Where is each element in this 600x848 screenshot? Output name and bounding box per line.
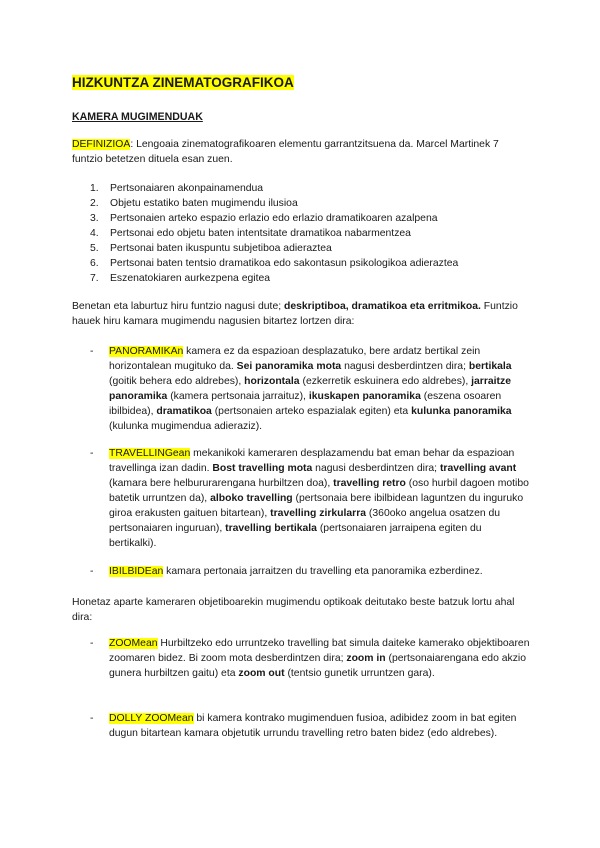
bold-run: travelling avant bbox=[439, 463, 517, 474]
list-number: 3. bbox=[90, 213, 99, 224]
text-run: (tentsio gunetik urruntzen gara). bbox=[284, 668, 435, 679]
bold-run: zoom out bbox=[238, 668, 285, 679]
text-run: Hurbiltzeko edo urruntzeko travelling bat simula daiteke kamerako objektiboaren zoomaren bidez. Bi zoom mota desberdintzen dira; bbox=[109, 638, 530, 664]
list-item-text: Eszenatokiaren aurkezpena egitea bbox=[110, 273, 271, 284]
summary-bold: deskriptiboa, dramatikoa eta erritmikoa. bbox=[284, 301, 481, 312]
optical-paragraph: Honetaz aparte kameraren objetiboarekin mugimendu optikoak deitutako beste batzuk lortu ahal dira: bbox=[72, 597, 515, 623]
bold-run: jarraitze panoramika bbox=[109, 376, 511, 402]
term-highlight: ZOOMean bbox=[109, 638, 158, 649]
list-item-text: Pertsonaien arteko espazio erlazio edo erlazio dramatikoaren azalpena bbox=[110, 213, 438, 224]
definition-label: DEFINIZIOA bbox=[72, 139, 131, 150]
term-highlight: IBILBIDEan bbox=[109, 566, 164, 577]
bullet-text bbox=[109, 636, 530, 681]
list-item-text: Pertsonaiaren akonpainamendua bbox=[110, 183, 264, 194]
list-number: 1. bbox=[90, 183, 99, 194]
bold-run: alboko travelling bbox=[210, 493, 293, 504]
bullet-travelling bbox=[90, 446, 530, 551]
bullet-dolly-zoom bbox=[90, 711, 530, 741]
text-run: (pertsonaien arteko espazialak egiten) eta bbox=[211, 406, 412, 417]
list-item-text: Pertsonai edo objetu baten intentsitate dramatikoa nabarmentzea bbox=[110, 228, 411, 239]
text-run: (ezkerretik eskuinera edo aldrebes), bbox=[299, 376, 472, 387]
list-item bbox=[90, 256, 458, 271]
bullet-dash: - bbox=[90, 448, 94, 459]
list-number: 7. bbox=[90, 273, 99, 284]
text-run: bi kamera kontrako mugimenduen fusioa, adibidez zoom in bat egiten dugun bitartean kamara objetutik urrundu travelling retro baten bidez (edo aldrebes). bbox=[109, 713, 517, 739]
bold-run: kulunka panoramika bbox=[411, 406, 512, 417]
text-run: (eszena osoaren ibilbidea), bbox=[109, 391, 502, 417]
list-number: 6. bbox=[90, 258, 99, 269]
text-run: (pertsonaiarengana edo akzio gunera hurbiltzen gaitu) eta bbox=[109, 653, 527, 679]
bold-run: ikuskapen panoramika bbox=[308, 391, 421, 402]
bold-run: travelling bertikala bbox=[225, 523, 317, 534]
list-item bbox=[90, 226, 458, 241]
page-title bbox=[72, 74, 294, 91]
text-run: nagusi desberdintzen dira; bbox=[341, 361, 469, 372]
bullet-dash: - bbox=[90, 566, 94, 577]
text-run: (pertsonaiaren jarraipena egiten du bertikalki). bbox=[109, 523, 482, 549]
list-number: 4. bbox=[90, 228, 99, 239]
text-run: (oso hurbil dagoen motibo batetik urruntzen da), bbox=[109, 478, 529, 504]
list-number: 2. bbox=[90, 198, 99, 209]
text-run: (kamara bere helbururarengana hurbiltzen doa), bbox=[109, 478, 334, 489]
bullet-panoramika bbox=[90, 344, 530, 434]
section-heading: KAMERA MUGIMENDUAK bbox=[72, 111, 203, 123]
bold-run: Sei panoramika mota bbox=[236, 361, 342, 372]
definition-paragraph bbox=[72, 137, 532, 167]
bullet-dash: - bbox=[90, 346, 94, 357]
bold-run: travelling zirkularra bbox=[270, 508, 367, 519]
bullet-zoom bbox=[90, 636, 530, 681]
list-item bbox=[90, 181, 458, 196]
term-highlight: TRAVELLINGean bbox=[109, 448, 191, 459]
text-run: (pertsonaia bere ibilbidean laguntzen du inguruko giroa erakusten gaituen bitartean), bbox=[109, 493, 524, 519]
text-run: (kamera pertsonaia jarraituz), bbox=[167, 391, 309, 402]
bold-run: dramatikoa bbox=[156, 406, 212, 417]
term-highlight: DOLLY ZOOMean bbox=[109, 713, 194, 724]
text-run: kamera ez da espazioan desplazatuko, bere ardatz bertikal zein horizontalean mugituko da. bbox=[109, 346, 481, 372]
list-item bbox=[90, 196, 458, 211]
bullet-dash: - bbox=[90, 713, 94, 724]
bullet-text bbox=[109, 564, 530, 579]
term-highlight: PANORAMIKAn bbox=[109, 346, 184, 357]
text-run: nagusi desberdintzen dira; bbox=[312, 463, 440, 474]
bullet-text bbox=[109, 344, 530, 434]
functions-list bbox=[90, 181, 458, 286]
list-item bbox=[90, 211, 458, 226]
list-item-text: Objetu estatiko baten mugimendu ilusioa bbox=[110, 198, 298, 209]
bullet-dash: - bbox=[90, 638, 94, 649]
summary-text-2: Funtzio hauek hiru kamara mugimendu nagusien bitartez lortzen dira: bbox=[72, 301, 518, 327]
text-run: mekanikoki kameraren desplazamendu bat eman behar da espazioan travellinga izan dadin. bbox=[109, 448, 515, 474]
text-run: (goitik behera edo aldrebes), bbox=[109, 376, 245, 387]
bold-run: horizontala bbox=[244, 376, 300, 387]
bold-run: zoom in bbox=[346, 653, 386, 664]
bold-run: bertikala bbox=[468, 361, 512, 372]
summary-paragraph bbox=[72, 299, 532, 329]
list-number: 5. bbox=[90, 243, 99, 254]
list-item bbox=[90, 271, 458, 286]
bullet-text bbox=[109, 711, 530, 741]
text-run: kamara pertonaia jarraitzen du travelling eta panoramika ezberdinez. bbox=[163, 566, 483, 577]
list-item-text: Pertsonai baten ikuspuntu subjetiboa adieraztea bbox=[110, 243, 332, 254]
bullet-text bbox=[109, 446, 530, 551]
list-item-text: Pertsonai baten tentsio dramatikoa edo sakontasun psikologikoa adieraztea bbox=[110, 258, 459, 269]
bold-run: travelling retro bbox=[333, 478, 406, 489]
bold-run: Bost travelling mota bbox=[212, 463, 313, 474]
list-item bbox=[90, 241, 458, 256]
definition-text: : Lengoaia zinematografikoaren elementu garrantzitsuena da. Marcel Martinek 7 funtzio betetzen dituela esan zuen. bbox=[72, 139, 499, 165]
summary-text: Benetan eta laburtuz hiru funtzio nagusi dute; bbox=[72, 301, 284, 312]
text-run: (kulunka mugimendua adieraziz). bbox=[109, 421, 263, 432]
title-highlight: HIZKUNTZA ZINEMATOGRAFIKOA bbox=[72, 75, 294, 90]
bullet-ibilbide bbox=[90, 564, 530, 579]
text-run: (360oko angelua osatzen du pertsonaiaren inguruan), bbox=[109, 508, 501, 534]
